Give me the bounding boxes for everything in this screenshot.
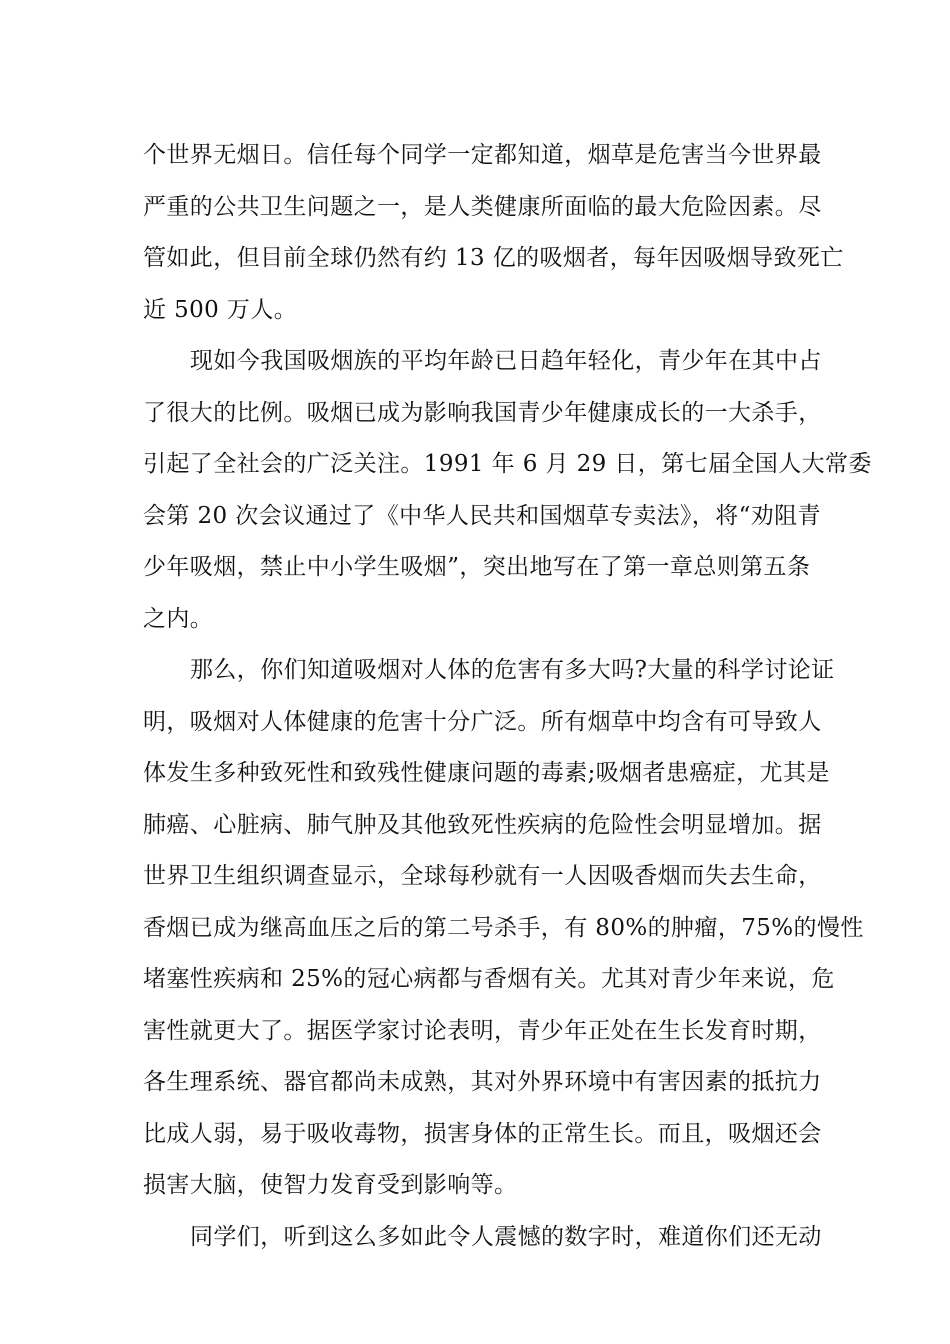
text-line: 近 500 万人。: [143, 296, 298, 323]
text-line: 比成人弱，易于吸收毒物，损害身体的正常生长。而且，吸烟还会: [143, 1120, 822, 1147]
text-line: 了很大的比例。吸烟已成为影响我国青少年健康成长的一大杀手，: [143, 399, 822, 426]
text-line: 肺癌、心脏病、肺气肿及其他致死性疾病的危险性会明显增加。据: [143, 811, 822, 838]
text-line: 现如今我国吸烟族的平均年龄已日趋年轻化，青少年在其中占: [190, 348, 822, 374]
text-line: 各生理系统、器官都尚未成熟，其对外界环境中有害因素的抵抗力: [143, 1069, 822, 1095]
text-line: 少年吸烟，禁止中小学生吸烟”，突出地写在了第一章总则第五条: [143, 554, 811, 580]
text-line: 严重的公共卫生问题之一，是人类健康所面临的最大危险因素。尽: [143, 193, 822, 220]
document-body: [143, 130, 872, 1263]
text-line: 同学们，听到这么多如此令人震憾的数字时，难道你们还无动: [190, 1223, 822, 1250]
text-line: 堵塞性疾病和 25%的冠心病都与香烟有关。尤其对青少年来说，危: [143, 966, 835, 992]
text-line: 损害大脑，使智力发育受到影响等。: [143, 1172, 518, 1198]
text-line: 之内。: [143, 605, 214, 632]
text-line: 会第 20 次会议通过了《中华人民共和国烟草专卖法》，将“劝阻青: [143, 502, 821, 529]
text-line: 明，吸烟对人体健康的危害十分广泛。所有烟草中均含有可导致人: [143, 708, 822, 735]
text-line: 那么，你们知道吸烟对人体的危害有多大吗?大量的科学讨论证: [190, 657, 835, 683]
text-line: 世界卫生组织调查显示，全球每秒就有一人因吸香烟而失去生命，: [143, 863, 822, 889]
text-line: 管如此，但目前全球仍然有约 13 亿的吸烟者，每年因吸烟导致死亡: [143, 245, 844, 271]
text-line: 个世界无烟日。信任每个同学一定都知道，烟草是危害当今世界最: [143, 142, 822, 168]
text-line: 害性就更大了。据医学家讨论表明，青少年正处在生长发育时期，: [143, 1017, 822, 1044]
text-line: 香烟已成为继高血压之后的第二号杀手，有 80%的肿瘤，75%的慢性: [143, 914, 864, 941]
text-line: 体发生多种致死性和致残性健康问题的毒素;吸烟者患癌症，尤其是: [143, 760, 830, 786]
text-line: 引起了全社会的广泛关注。1991 年 6 月 29 日，第七届全国人大常委: [143, 451, 872, 477]
